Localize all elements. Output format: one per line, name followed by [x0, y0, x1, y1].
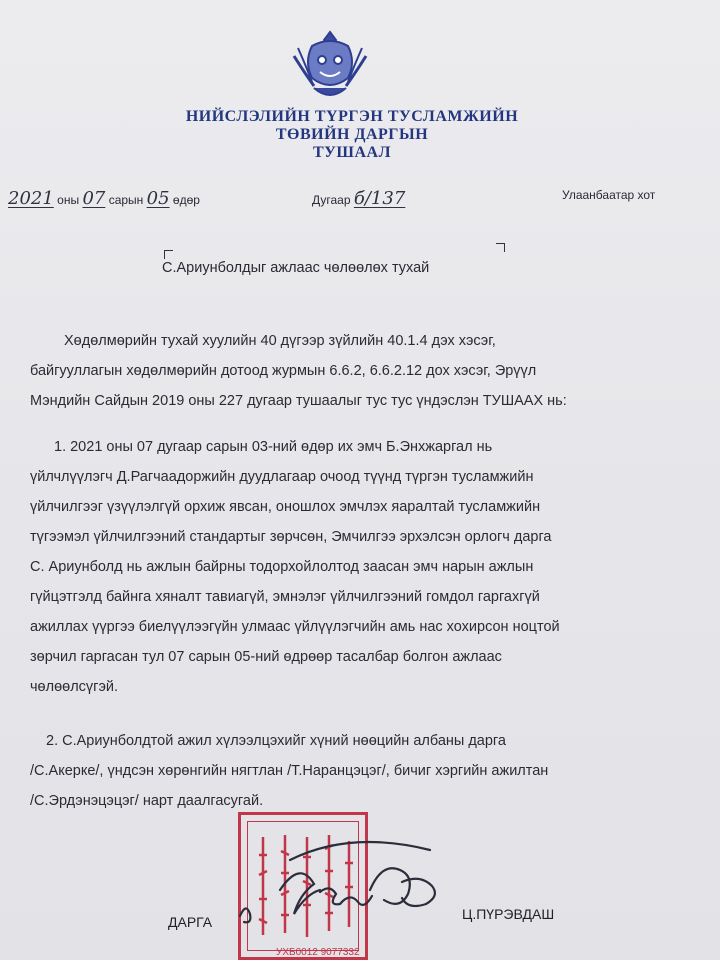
handwritten-signature — [230, 820, 460, 940]
subject-corner-left — [164, 250, 173, 259]
date-month-suffix: сарын — [108, 193, 144, 207]
date-field — [8, 188, 200, 209]
item-line: 1. 2021 оны 07 дугаар сарын 03-ний өдөр их эмч Б.Энхжаргал нь — [54, 439, 493, 455]
order-header-line2: ТӨВИЙН ДАРГЫН — [275, 126, 429, 143]
item-line: зөрчил гаргасан тул 07 сарын 05-ний өдрөөр тасалбар болгон ажлаас — [30, 649, 502, 665]
item-line: түгээмэл үйлчилгээний стандартыг зөрчсөн, Эмчилгээ эрхэлсэн орлогч дарга — [30, 529, 552, 545]
order-header-line3: ТУШААЛ — [312, 144, 391, 161]
date-month: 07 — [82, 188, 106, 209]
item-line: /С.Эрдэнэцэцэг/ нарт даалгасугай. — [30, 793, 264, 809]
order-number-label: Дугаар — [312, 193, 351, 207]
signatory-name: Ц.ПҮРЭВДАШ — [462, 906, 555, 922]
subject-corner-right — [496, 243, 505, 252]
preamble-line: байгууллагын хөдөлмөрийн дотоод журмын 6.6.2, 6.6.2.12 дох хэсэг, Эрүүл — [30, 363, 537, 379]
order-number-value: б/137 — [353, 188, 406, 209]
item-line: гүйцэтгэлд байнга хяналт тавиагүй, эмнэлэг үйлчилгээний гомдол гаргахгүй — [30, 589, 540, 605]
place-label: Улаанбаатар хот — [562, 188, 656, 202]
order-subject: С.Ариунболдыг ажлаас чөлөөлөх тухай — [162, 260, 430, 276]
date-year: 2021 — [8, 188, 54, 209]
date-year-suffix: оны — [57, 193, 80, 207]
item-line: үйлчлүүлэгч Д.Рагчаадоржийн дуудлагаар очоод түүнд түргэн тусламжийн — [30, 469, 534, 485]
signatory-title: ДАРГА — [168, 914, 213, 930]
item-line: 2. С.Ариунболдтой ажил хүлээлцэхийг хүний нөөцийн албаны дарга — [46, 733, 506, 749]
item-line: С. Ариунболд нь ажлын байрны тодорхойлолтод заасан эмч нарын ажлын — [30, 559, 534, 575]
preamble-line: Хөдөлмөрийн тухай хуулийн 40 дүгээр зүйлийн 40.1.4 дэх хэсэг, — [64, 333, 496, 349]
item-line: чөлөөлсүгэй. — [30, 679, 118, 695]
stamp-number: УХБ0012 9077332 — [276, 947, 360, 958]
preamble-line: Мэндийн Сайдын 2019 оны 227 дугаар тушаалыг тус тус үндэслэн ТУШААХ нь: — [30, 393, 567, 409]
state-emblem-icon — [290, 26, 370, 106]
item-line: /С.Акерке/, үндсэн хөрөнгийн нягтлан /Т.Наранцэцэг/, бичиг хэргийн ажилтан — [30, 763, 549, 779]
item-line: ажиллах үүргээ биелүүлээгүйн улмаас үйлүүлэгчийн амь нас хохирсон ноцтой — [30, 619, 560, 635]
item-line: үйлчилгээг үзүүлэлгүй орхиж явсан, оношлох эмчлэх яаралтай тусламжийн — [30, 499, 541, 515]
date-day: 05 — [146, 188, 170, 209]
date-day-suffix: өдөр — [172, 193, 200, 207]
order-number — [312, 188, 405, 209]
order-header-line1: НИЙСЛЭЛИЙН ТҮРГЭН ТУСЛАМЖИЙН — [185, 108, 519, 125]
